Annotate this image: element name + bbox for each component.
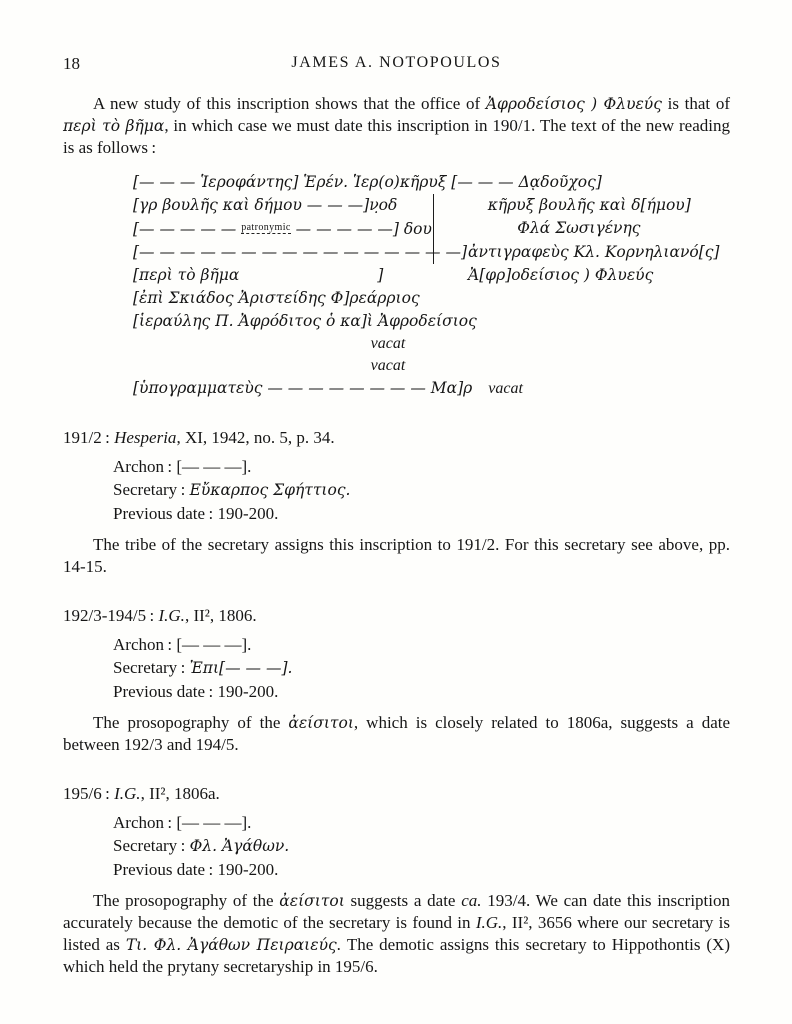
text-segment: ἀντιγραφεὺς Κλ. Κορνηλιανό[ς] [468,243,720,261]
text-segment: , XI, 1942, no. 5, p. 34. [176,428,335,447]
archon-line [113,811,730,834]
entry-details [113,811,730,881]
text-segment: 192/3-194/5 : [63,606,159,625]
inscription-row [133,355,643,377]
secretary-line [113,656,730,680]
text-segment: ἀείσιτοι [288,714,354,732]
inscription-right-column [434,194,691,217]
entry-comment [63,890,730,978]
text-segment: Hesperia [114,428,177,447]
text-segment: Ἀ[φρ]οδείσιος ) Φλυεύς [468,266,654,284]
text-segment: patronymic [241,222,291,233]
inscription-right-column [434,264,653,287]
text-segment: vacat [488,380,523,397]
text-segment: suggests a date [344,891,462,910]
text-segment: I.G. [158,606,185,625]
previous-date-line [113,858,730,881]
text-segment: [γρ βουλῆς καὶ δήμου — — —]ν̣οδ [133,196,398,214]
inscription-row [133,194,691,217]
archon-line [113,633,730,656]
text-segment: The tribe of the secretary assigns this inscription to 191/2. For this secretary see above, pp. 14-15. [63,535,730,576]
text-segment: The prosopography of the [93,891,280,910]
running-head: JAMES A. NOTOPOULOS [291,54,502,71]
text-segment: Ἀφροδείσιος ) Φλυεύς [485,95,662,113]
inscription-left-column [133,217,433,241]
inscription-right-column [434,241,719,264]
text-segment: is that of [661,94,730,113]
text-segment: Εὔκαρπος Σφήττιος. [189,481,351,499]
text-segment: , II², 1806. [184,606,257,625]
text-segment: 193/4. We can date this inscription accurately because the demotic of the secretary is found in [63,891,730,932]
text-segment [472,380,488,397]
text-segment: Secretary : [113,480,190,499]
inscription-row [133,217,643,241]
entry-heading [63,605,730,627]
page-number: 18 [63,54,80,73]
secretary-line [113,834,730,858]
text-segment: Secretary : [113,658,190,677]
text-segment: 195/6 : [63,784,115,803]
inscription-left-column [133,264,433,287]
text-segment: Τι. Φλ. Ἀγάθων Πειραιεύς [125,936,337,954]
text-segment: vacat [370,335,406,352]
intro-paragraph [63,93,730,159]
text-segment: [ὑπογραμματεὺς — — — — — — — — Μα]ρ [133,379,473,397]
text-segment: Previous date : 190-200. [113,504,279,523]
text-segment: , in which case we must date this inscription in 190/1. The text of the new reading is as follows : [63,116,730,157]
text-segment: [— — — — — — — — — — — — — — — —] [133,243,467,261]
archon-line [113,455,730,478]
entry-details [113,633,730,703]
text-segment: Φλ. Ἀγάθων. [189,837,290,855]
previous-date-line [113,680,730,703]
inscription-row [133,310,643,333]
entry-comment [63,712,730,756]
previous-date-line [113,502,730,525]
entry-details [113,455,730,525]
inscription-left-column [133,194,433,217]
text-segment: κῆρυξ βουλῆς καὶ δ[ήμου] [468,196,691,214]
inscription-row [133,264,654,287]
text-segment: ca. [461,891,482,910]
inscription-row [133,171,643,194]
text-segment: Ἐπι[— — —]. [189,659,293,677]
text-segment: vacat [370,357,406,374]
inscription-row [133,241,720,264]
text-segment: , which is closely related to 1806a, suggests a date between 192/3 and 194/5. [63,713,731,754]
inscription-right-column [434,217,640,241]
text-segment: Previous date : 190-200. [113,860,279,879]
text-segment: Previous date : 190-200. [113,682,279,701]
entry-192-3-194-5 [63,605,730,756]
text-segment: [— — — — — [133,220,242,238]
text-segment: I.G. [475,913,503,932]
entry-heading [63,427,730,449]
text-segment: , II², 1806a. [140,784,220,803]
text-segment: Archon : [— — —]. [113,457,252,476]
text-segment: The prosopography of the [93,713,289,732]
text-segment: . The demotic assigns this secretary to Hippothontis (X) which held the prytany secretaryship in 195/6. [63,935,730,976]
secretary-line [113,478,730,502]
text-segment: [ἐπὶ Σκιάδος Ἀριστείδης Φ]ρεάρριος [133,289,420,307]
entry-195-6 [63,783,730,978]
entry-heading [63,783,730,805]
text-segment: 191/2 : [63,428,115,447]
text-segment: Φλά Σωσιγένης [468,219,641,237]
text-segment: — — — — —] δου [290,220,432,238]
inscription-row [133,377,643,400]
text-segment: περὶ τὸ βῆμα [63,117,165,135]
entry-191-2 [63,427,730,578]
text-segment: I.G. [114,784,141,803]
text-segment: A new study of this inscription shows that the office of [93,94,486,113]
text-segment: [περὶ τὸ βῆμα ] [133,266,384,284]
text-segment: Archon : [— — —]. [113,813,252,832]
text-segment: [— — — Ἱεροφάντης] Ἑρέν. Ἱερ(ο)κῆρυξ [— — — Δᾳδοῦχος] [133,173,602,191]
inscription-row [133,333,643,355]
text-segment: Secretary : [113,836,190,855]
text-segment: , II², 3656 where our secretary is listed as [63,913,730,954]
text-segment: Archon : [— — —]. [113,635,252,654]
inscription-left-column [133,241,467,264]
text-segment: ἀείσιτοι [279,892,345,910]
entry-comment [63,534,730,578]
inscription-row [133,287,643,310]
page-header [63,54,730,76]
text-segment: [ἱεραύλης Π. Ἀφρόδιτος ὁ κα]ὶ Ἀφροδείσιος [133,312,477,330]
inscription-block [133,171,720,400]
